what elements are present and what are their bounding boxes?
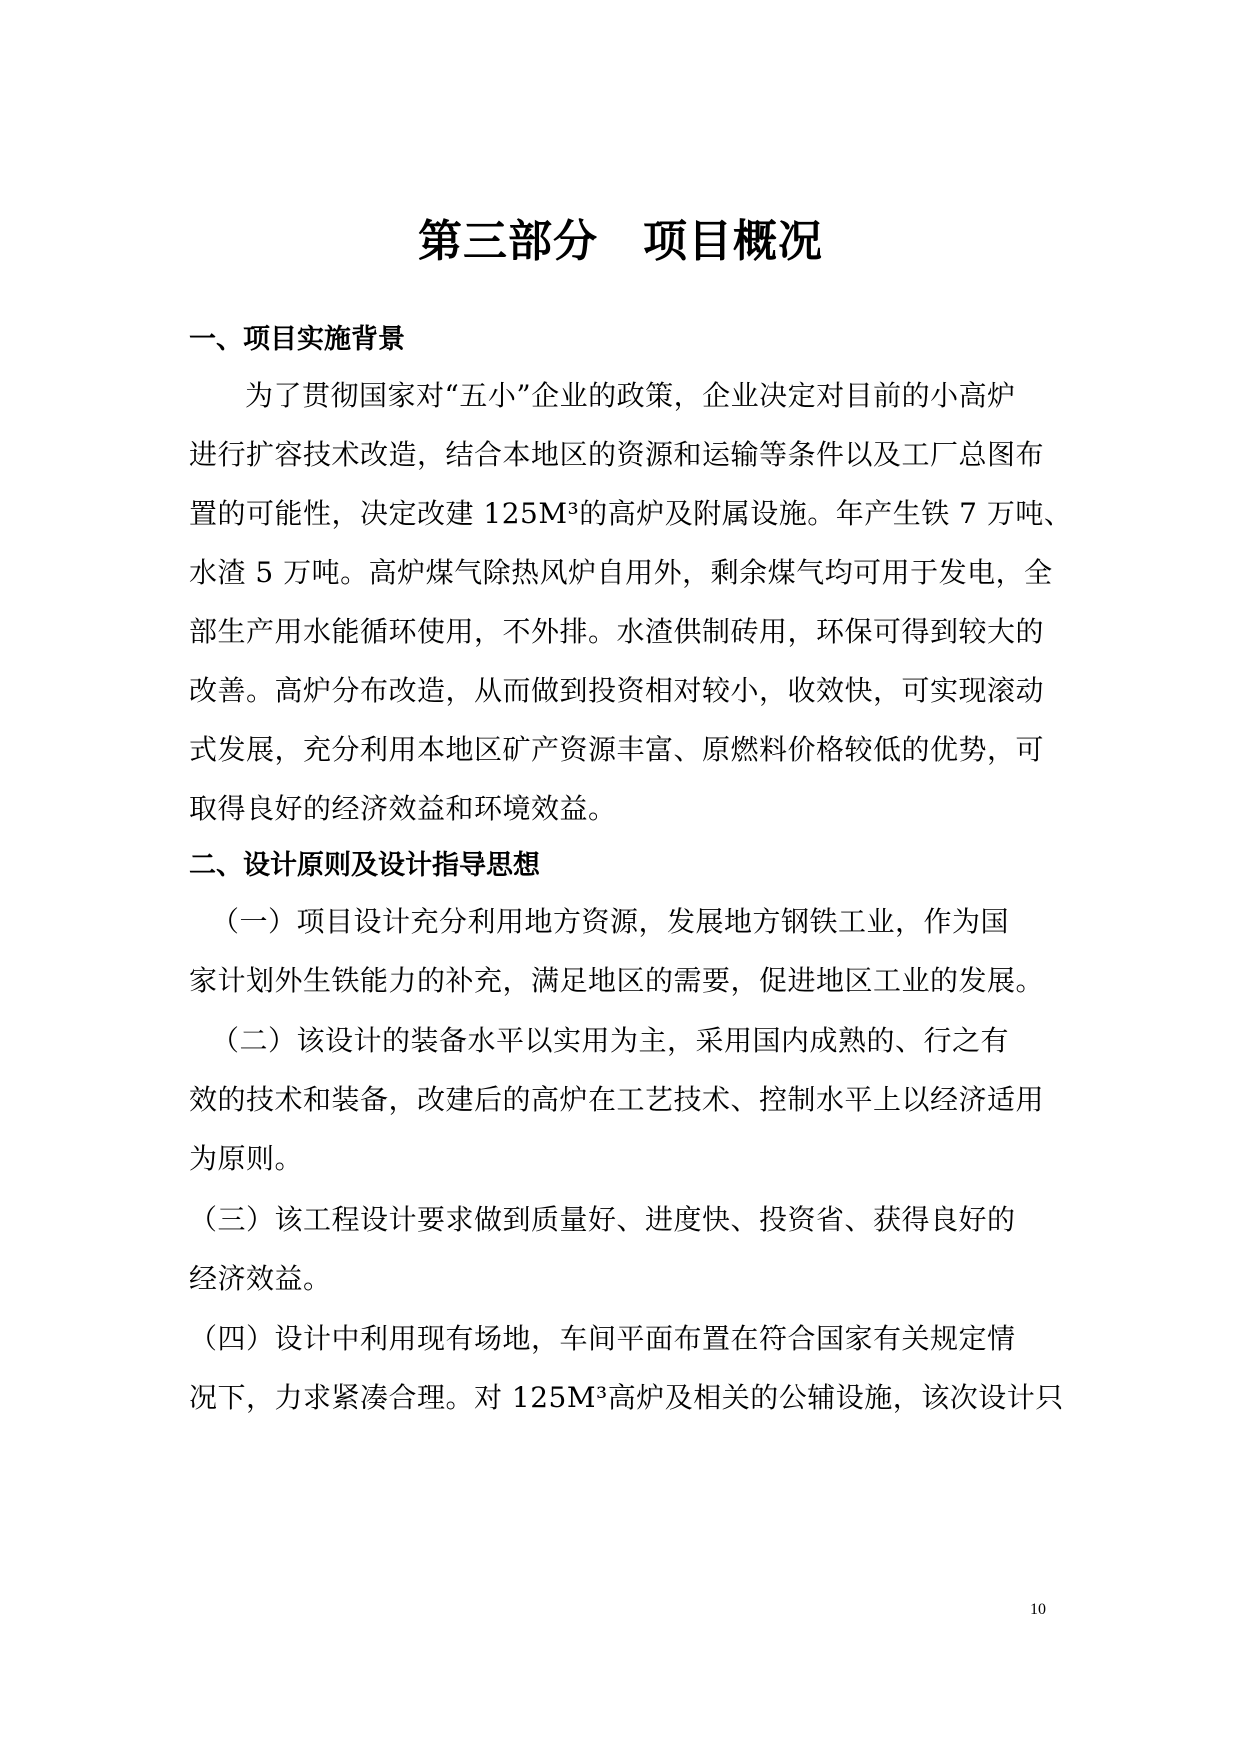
paragraph-line: 效的技术和装备，改建后的高炉在工艺技术、控制水平上以经济适用	[189, 1083, 1045, 1116]
paragraph-line: 部生产用水能循环使用，不外排。水渣供制砖用，环保可得到较大的	[189, 615, 1045, 648]
paragraph-line: （二）该设计的装备水平以实用为主，采用国内成熟的、行之有	[211, 1024, 1010, 1057]
paragraph-line: （三）该工程设计要求做到质量好、进度快、投资省、获得良好的	[189, 1203, 1016, 1236]
section-heading-design-principles: 二、设计原则及设计指导思想	[189, 850, 540, 881]
paragraph-line: 家计划外生铁能力的补充，满足地区的需要，促进地区工业的发展。	[189, 964, 1045, 997]
page-number: 10	[1030, 1601, 1046, 1618]
paragraph-line: 置的可能性，决定改建 125M³的高炉及附属设施。年产生铁 7 万吨、	[189, 497, 1073, 530]
paragraph-line: 水渣 5 万吨。高炉煤气除热风炉自用外，剩余煤气均可用于发电，全	[189, 556, 1053, 589]
paragraph-line: （一）项目设计充分利用地方资源，发展地方钢铁工业，作为国	[211, 905, 1010, 938]
paragraph-line: 取得良好的经济效益和环境效益。	[189, 792, 617, 825]
paragraph-line: 为原则。	[189, 1142, 304, 1175]
section-heading-background: 一、项目实施背景	[189, 324, 405, 355]
page-title: 第三部分 项目概况	[418, 216, 823, 267]
paragraph-line: 改善。高炉分布改造，从而做到投资相对较小，收效快，可实现滚动	[189, 674, 1045, 707]
paragraph-line: 况下，力求紧凑合理。对 125M³高炉及相关的公辅设施，该次设计只	[189, 1381, 1064, 1414]
paragraph-line: 式发展，充分利用本地区矿产资源丰富、原燃料价格较低的优势，可	[189, 733, 1045, 766]
paragraph-line: 进行扩容技术改造，结合本地区的资源和运输等条件以及工厂总图布	[189, 438, 1045, 471]
paragraph-line: （四）设计中利用现有场地，车间平面布置在符合国家有关规定情	[189, 1322, 1016, 1355]
paragraph-line: 为了贯彻国家对“五小”企业的政策，企业决定对目前的小高炉	[245, 379, 1016, 412]
paragraph-line: 经济效益。	[189, 1262, 332, 1295]
